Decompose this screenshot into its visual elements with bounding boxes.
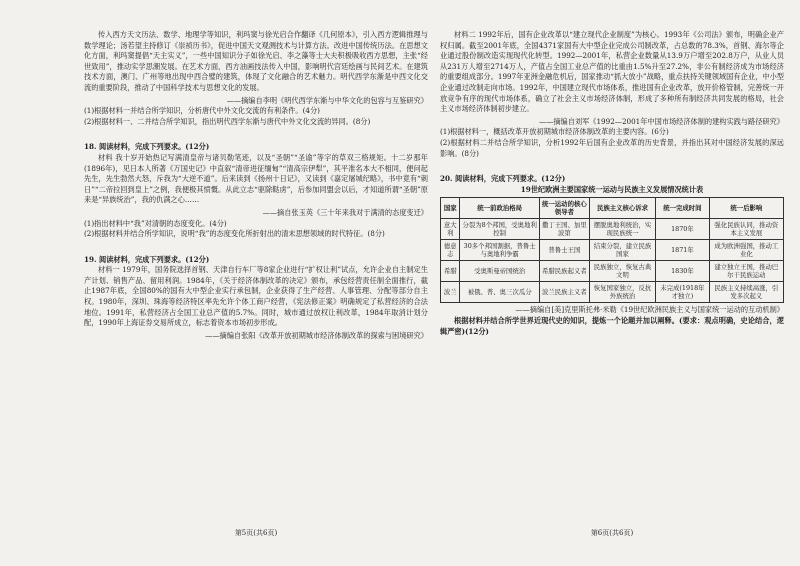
table-cell: 被俄、普、奥三次瓜分 — [460, 282, 539, 303]
table-cell: 民族主义持续高涨，引发多次起义 — [709, 282, 783, 303]
table-source: ——摘编自[美]克里斯托弗·米勒《19世纪欧洲民族主义与国家统一运动的互动机制》 — [515, 305, 784, 315]
table-cell: 1830年 — [656, 261, 710, 282]
table-cell: 希腊 — [441, 261, 460, 282]
table-cell: 1871年 — [656, 240, 710, 261]
q19-part-2: (2)根据材料二并结合所学知识，分析1992年后国有企业改革的历史背景，并指出其对中国经济发展的深远影响。(8分) — [440, 137, 784, 158]
table-cell: 成为欧洲强国，推动工业化 — [709, 240, 783, 261]
table-cell: 民族独立，恢复古典文明 — [589, 261, 655, 282]
table-header-cell: 统一运动的核心领导者 — [539, 198, 589, 219]
page-6-footer: 第6页(共6页) — [590, 529, 634, 537]
q19-part-1: (1)根据材料一，概括改革开放初期城市经济体制改革的主要内容。(6分) — [440, 127, 669, 137]
table-cell: 波兰 — [441, 282, 460, 303]
material-1-paragraph: 传入西方天文历法、数学、地理学等知识，利玛窦与徐光启合作翻译《几何原本》，引入西方逻辑推理与数学理论；汤若望主持修订《崇祯历书》，促进中国天文观测技术与计算方法。改进中国传统历法。在思想文化方面，利玛窦提倡“天主实义”，一些中国知识分子如徐光启、李之藻等士大夫积极吸收西方思想，主张“经世致用”，推动实学思潮发展。在艺术方面，西方油画技法传入中国，影响明代宫廷绘画与民间艺术。在建筑技术方面，澳门、广州等地出现中西合璧的建筑，体现了文化融合的艺术魅力。明代西学东渐是中西文化交流的重要阶段，推动了中国科学技术与思想文化的发展。 — [84, 30, 428, 92]
q18-part-1: (1)指出材料中“我”对清朝的态度变化。(4分) — [84, 218, 227, 228]
page-6 — [440, 30, 784, 550]
page-5-footer: 第5页(共6页) — [234, 529, 278, 537]
table-cell: 建立独立王国，推动巴尔干民族运动 — [709, 261, 783, 282]
table-cell: 分裂为8个邦国，受奥地利控制 — [460, 219, 539, 240]
table-cell: 强化民族认同，推动资本主义发展 — [709, 219, 783, 240]
q18-heading: 18. 阅读材料，完成下列要求。(12分) — [84, 142, 210, 152]
table-cell: 普鲁士王国 — [539, 240, 589, 261]
table-cell: 30多个邦国割据，普鲁士与奥地利争霸 — [460, 240, 539, 261]
table-cell: 恢复国家独立，反抗外族统治 — [589, 282, 655, 303]
table-cell: 意大利 — [441, 219, 460, 240]
table-cell: 德意志 — [441, 240, 460, 261]
table-cell: 撒丁王国、加里波第 — [539, 219, 589, 240]
table-cell: 摆脱奥地利统治，实现民族统一 — [589, 219, 655, 240]
table-header-row — [441, 198, 784, 219]
q19-material-2: 材料二 1992年后，国有企业改革以“建立现代企业制度”为核心。1993年《公司法》颁布，明确企业产权归属。截至2001年底，全国4371家国有大中型企业完成公司制改革，占总数的78.3%，首钢、海尔等企业通过股份制改造实现现代化转型。1992—2001年，私营企业数量从13.9万户增至202.8万户，从业人员从231万人增至2714万人，产值占全国工业总产值的比重由1.5%升至27.2%，非公有制经济成为市场经济的重要组成部分。1997年亚洲金融危机后，国家推动“抓大放小”战略，重点扶持关键领域国有企业，中小型企业通过改制走向市场。1992年，中国建立现代市场体系，推进国有企业改革，放开价格管制，完善统一开放竞争有序的现代市场体系，确立了社会主义市场经济体制，形成了多种所有制经济共同发展的格局，社会主义市场经济体制初步建立。 — [440, 30, 784, 114]
q17-part-2: (2)根据材料一、二并结合所学知识，指出明代西学东渐与唐代中外文化交流的异同。(8分) — [84, 116, 371, 126]
table-row — [441, 261, 784, 282]
table-cell: 结束分裂，建立民族国家 — [589, 240, 655, 261]
table-row — [441, 219, 784, 240]
table-cell: 未完成(1918年才独立) — [656, 282, 710, 303]
q19-material-1-source: ——摘编自张阳《改革开放初期城市经济体制改革的探索与困境研究》 — [205, 330, 428, 340]
q20-heading: 20. 阅读材料，完成下列要求。(12分) — [440, 174, 566, 184]
table-header-cell: 民族主义核心诉求 — [589, 198, 655, 219]
table-header-cell: 统一完成时间 — [656, 198, 710, 219]
q18-part-2: (2)根据材料并结合所学知识，说明“我”的态度变化所折射出的清末思想领域的时代特征。(8分) — [84, 229, 385, 239]
q17-part-1: (1)根据材料一并结合所学知识，分析唐代中外文化交流的有利条件。(4分) — [84, 106, 320, 116]
table-row — [441, 282, 784, 303]
q18-source: ——摘自张玉英《三十年来我对于满清的态度变迁》 — [262, 207, 428, 217]
table-row — [441, 240, 784, 261]
table-cell: 希腊民族起义者 — [539, 261, 589, 282]
q19-material-2-source: ——摘编自刘军《1992—2001年中国市场经济体制的建构实践与路径研究》 — [538, 116, 784, 126]
table-cell: 波兰民族主义者 — [539, 282, 589, 303]
q20-task: 根据材料并结合所学世界近现代史的知识，提炼一个论题并加以阐释。(要求：观点明确，史论结合，逻辑严密)(12分) — [440, 315, 784, 336]
material-1-source: ——摘编自李明《明代西学东渐与中华文化的包容与互鉴研究》 — [226, 95, 428, 105]
q18-material: 材料 我十岁开始热记写满清皇帝与诸贝勒笔迹，以及“圣朝”“圣谕”等字的草双三格规矩。十二岁那年(1896年)，见日本人所著《万国史记》中直叙“清帝进征缅甸”“清高宗伊犁”，其平准名本大不相同，便问起先生，先生勃然大怒，斥我为“大逆不道”。后来读到《扬州十日记》，又读到《嘉定屠城纪略》，书中竟有“刺日”“二帝拉回到皇上”之例，我便极其愤慨。从此立志“驱除鞑虏”，后参加同盟会以后，才知道所谓“圣朝”原来是“异族统治”，我的仇满之心…… — [84, 152, 428, 205]
table-caption: 19世纪欧洲主要国家统一运动与民族主义发展情况统计表 — [520, 184, 704, 194]
table-cell: 受奥斯曼帝国统治 — [460, 261, 539, 282]
page-5 — [84, 30, 428, 550]
table-header-cell: 统一前政治格局 — [460, 198, 539, 219]
q19-material-1: 材料一 1979年，国务院选择首钢、天津自行车厂等8家企业进行“扩权让利”试点，允许企业自主制定生产计划、销售产品、留用利润。1984年，《关于经济体制改革的决定》颁布，承包经营责任制全面推行，截止1987年底，全国80%的国有大中型企业实行承包制，企业获得了生产经营、人事管理、分配等部分自主权。1980年，深圳、珠海等经济特区率先允许个体工商户经营，《宪法修正案》明确规定了私营经济的合法地位。1991年，私营经济占全国工业总产值的5.7%。同时，城市通过放权让利改革，1984年取消计划分配，1990年上海证券交易所成立，标志着资本市场初步形成。 — [84, 265, 428, 328]
table-header-cell: 统一后影响 — [709, 198, 783, 219]
table-cell: 1870年 — [656, 219, 710, 240]
table-header-cell: 国家 — [441, 198, 460, 219]
q19-heading: 19. 阅读材料，完成下列要求。(12分) — [84, 254, 210, 264]
unification-table — [440, 197, 784, 303]
